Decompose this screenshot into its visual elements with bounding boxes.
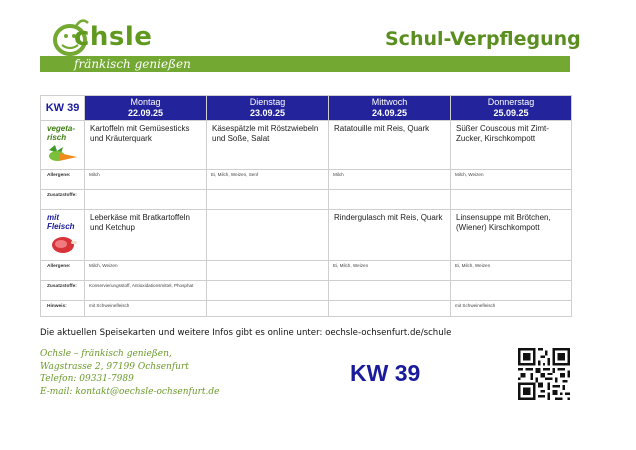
- address-block: [40, 348, 220, 398]
- page-title: Schul-Verpflegung: [385, 28, 581, 50]
- additives-cell: [85, 190, 207, 210]
- day-name: Donnerstag: [487, 97, 535, 107]
- qr-code-icon: [518, 348, 570, 400]
- day-name: Dienstag: [249, 97, 286, 107]
- brand-name: chsle: [74, 22, 153, 52]
- meal-cell: Ratatouille mit Reis, Quark: [329, 121, 451, 170]
- meat-meal-row: [41, 210, 572, 261]
- allergens-cell: Ei, Milch, Weizen: [451, 261, 572, 281]
- notes-label: Hinweis:: [41, 301, 85, 317]
- allergens-cell: Milch, Weizen: [451, 170, 572, 190]
- vegetables-icon: [45, 144, 79, 164]
- allergens-cell: Milch: [85, 170, 207, 190]
- additives-label: Zusatzstoffe:: [41, 281, 85, 301]
- veg-allergens-row: [41, 170, 572, 190]
- day-name: Mittwoch: [371, 97, 408, 107]
- meal-cell: Kartoffeln mit Gemüsesticks und Kräuterquark: [85, 121, 207, 170]
- veg-category: [41, 121, 85, 170]
- allergens-cell: Ei, Milch, Weizen, Senf: [207, 170, 329, 190]
- day-header: [329, 96, 451, 121]
- meat-category-label: Fleisch: [47, 222, 75, 231]
- veg-category-label: vegeta-: [47, 124, 76, 133]
- allergens-cell: Ei, Milch, Weizen: [329, 261, 451, 281]
- meal-cell: Rindergulasch mit Reis, Quark: [329, 210, 451, 261]
- meal-cell: Käsespätzle mit Röstzwiebeln und Soße, Salat: [207, 121, 329, 170]
- notes-cell: mit Schweinefleisch: [85, 301, 207, 317]
- notes-cell: [329, 301, 451, 317]
- meal-cell: Süßer Couscous mit Zimt-Zucker, Kirschkompott: [451, 121, 572, 170]
- header-row: [41, 96, 572, 121]
- day-date: 22.09.25: [127, 108, 164, 118]
- info-text: Die aktuellen Speisekarten und weitere Infos gibt es online unter: oechsle-ochsenfurt.de/schule: [40, 328, 452, 338]
- allergens-label: Allergene:: [41, 170, 85, 190]
- week-badge: KW 39: [350, 360, 421, 386]
- address-line: Ochsle – fränkisch genießen,: [40, 349, 172, 359]
- veg-meal-row: [41, 121, 572, 170]
- allergens-cell: [207, 261, 329, 281]
- veg-additives-row: [41, 190, 572, 210]
- meat-category-label: mit: [47, 213, 59, 222]
- meal-cell: Leberkäse mit Bratkartoffeln und Ketchup: [85, 210, 207, 261]
- meat-additives-row: [41, 281, 572, 301]
- day-date: 25.09.25: [493, 108, 529, 118]
- ham-icon: [49, 233, 79, 255]
- phone-line: Telefon: 09331-7989: [40, 374, 134, 384]
- additives-cell: [329, 281, 451, 301]
- allergens-cell: Milch, Weizen: [85, 261, 207, 281]
- menu-table: [40, 95, 572, 317]
- email-line: E-mail: kontakt@oechsle-ochsenfurt.de: [40, 386, 220, 397]
- day-date: 24.09.25: [371, 108, 408, 118]
- additives-cell: [207, 281, 329, 301]
- day-name: Montag: [130, 97, 161, 107]
- additives-cell: Konservierungsstoff, Antioxidationsmittel, Phosphat: [85, 281, 207, 301]
- additives-cell: [451, 190, 572, 210]
- meat-allergens-row: [41, 261, 572, 281]
- veg-category-label: risch: [47, 133, 67, 142]
- meal-cell: Linsensuppe mit Brötchen, (Wiener) Kirschkompott: [451, 210, 572, 261]
- week-label: KW 39: [41, 96, 85, 121]
- address-line: Wagstrasse 2, 97199 Ochsenfurt: [40, 361, 189, 372]
- allergens-label: Allergene:: [41, 261, 85, 281]
- additives-cell: [451, 281, 572, 301]
- notes-row: [41, 301, 572, 317]
- additives-label: Zusatzstoffe:: [41, 190, 85, 210]
- meat-category: [41, 210, 85, 261]
- notes-cell: mit Schweinefleisch: [451, 301, 572, 317]
- day-date: 23.09.25: [249, 108, 286, 118]
- additives-cell: [207, 190, 329, 210]
- brand-tagline: fränkisch genießen: [74, 57, 191, 71]
- allergens-cell: Milch: [329, 170, 451, 190]
- day-header: [207, 96, 329, 121]
- day-header: [85, 96, 207, 121]
- additives-cell: [329, 190, 451, 210]
- meal-cell: [207, 210, 329, 261]
- day-header: [451, 96, 572, 121]
- notes-cell: [207, 301, 329, 317]
